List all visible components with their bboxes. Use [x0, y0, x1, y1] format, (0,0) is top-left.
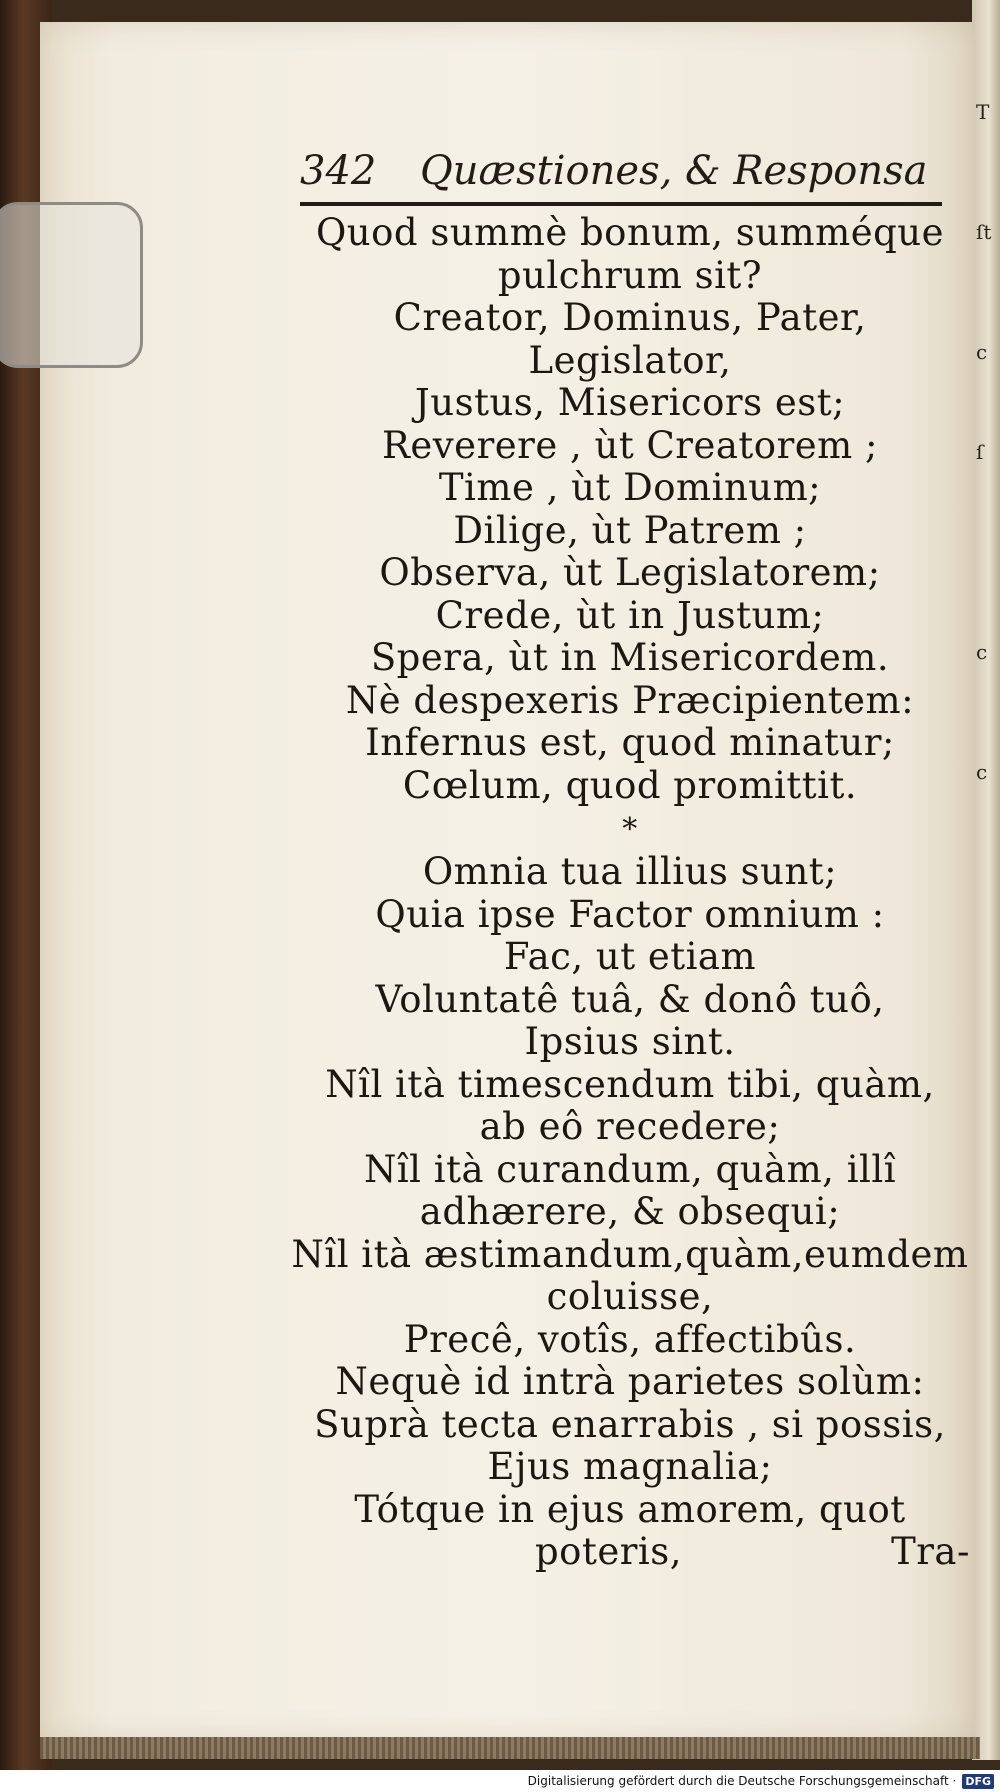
- page-stack-edge: [40, 1737, 980, 1759]
- text-line: Creator, Dominus, Pater,: [393, 296, 867, 339]
- text-line: Nîl ità æstimandum,quàm,eumdem: [291, 1232, 969, 1276]
- facing-page-fragment: c: [976, 340, 988, 364]
- last-line: [290, 1531, 970, 1574]
- text-line: Quia ipse Factor omnium :: [375, 892, 885, 936]
- text-line: Justus, Misericors est;: [414, 381, 846, 424]
- facing-page-fragment: c: [976, 640, 988, 664]
- text-line: pulchrum sit?: [497, 253, 763, 297]
- text-line: Nequè id intrà parietes solùm:: [335, 1360, 925, 1403]
- facing-page-fragment: ſ: [976, 440, 984, 464]
- text-line: Suprà tecta enarrabis , si possis,: [314, 1402, 946, 1446]
- text-line: Time , ùt Dominum;: [438, 466, 822, 509]
- text-line: Omnia tua illius sunt;: [422, 850, 838, 893]
- header-rule: [300, 202, 942, 206]
- footer-credit: Digitalisierung gefördert durch die Deutsche Forschungsgemeinschaft ·: [527, 1774, 957, 1788]
- text-line: Reverere , ùt Creatorem ;: [382, 423, 878, 467]
- text-line: Quod summè bonum, summéque: [315, 211, 945, 254]
- text-line: Fac, ut etiam: [503, 935, 757, 978]
- text-line: Precê, votîs, affectibûs.: [403, 1317, 857, 1361]
- page-number: 342: [300, 148, 377, 194]
- text-line: Observa, ùt Legislatorem;: [379, 551, 881, 594]
- digitization-footer: [0, 1770, 1000, 1792]
- facing-page-fragment: c: [976, 760, 988, 784]
- running-title: Quæstiones, & Responsa: [420, 148, 928, 194]
- text-line: Tótque in ejus amorem, quot: [354, 1487, 906, 1531]
- text-line: Crede, ùt in Justum;: [435, 593, 825, 637]
- text-line: Nîl ità curandum, quàm, illî: [363, 1147, 897, 1191]
- text-line: ab eô recedere;: [479, 1105, 781, 1148]
- text-line: Legislator,: [528, 338, 732, 382]
- page-header: [300, 148, 940, 208]
- page-body: [290, 212, 970, 1574]
- text-line: Ejus magnalia;: [487, 1445, 773, 1488]
- asterism: *: [622, 812, 638, 847]
- catchword: Tra-: [891, 1530, 970, 1573]
- facing-page-fragment: T: [976, 100, 990, 124]
- text-line: Voluntatê tuâ, & donô tuô,: [375, 977, 885, 1021]
- page-clip: [0, 202, 143, 368]
- text-line: Ipsius sint.: [524, 1020, 736, 1063]
- text-line: Dilige, ùt Patrem ;: [453, 508, 807, 552]
- text-line: Nîl ità timescendum tibi, quàm,: [325, 1062, 935, 1106]
- dfg-logo-icon: DFG: [962, 1774, 994, 1789]
- facing-page-edge: [972, 0, 1000, 1760]
- facing-page-fragment: ſt: [976, 220, 992, 244]
- text-line: Nè despexeris Præcipientem:: [345, 678, 915, 722]
- text-line: Spera, ùt in Misericordem.: [370, 636, 890, 679]
- text-line: adhærere, & obsequi;: [419, 1190, 841, 1233]
- text-line: coluisse,: [546, 1275, 714, 1318]
- text-line: Infernus est, quod minatur;: [365, 721, 895, 764]
- last-word: poteris,: [535, 1530, 682, 1573]
- text-line: Cœlum, quod promittit.: [402, 763, 858, 807]
